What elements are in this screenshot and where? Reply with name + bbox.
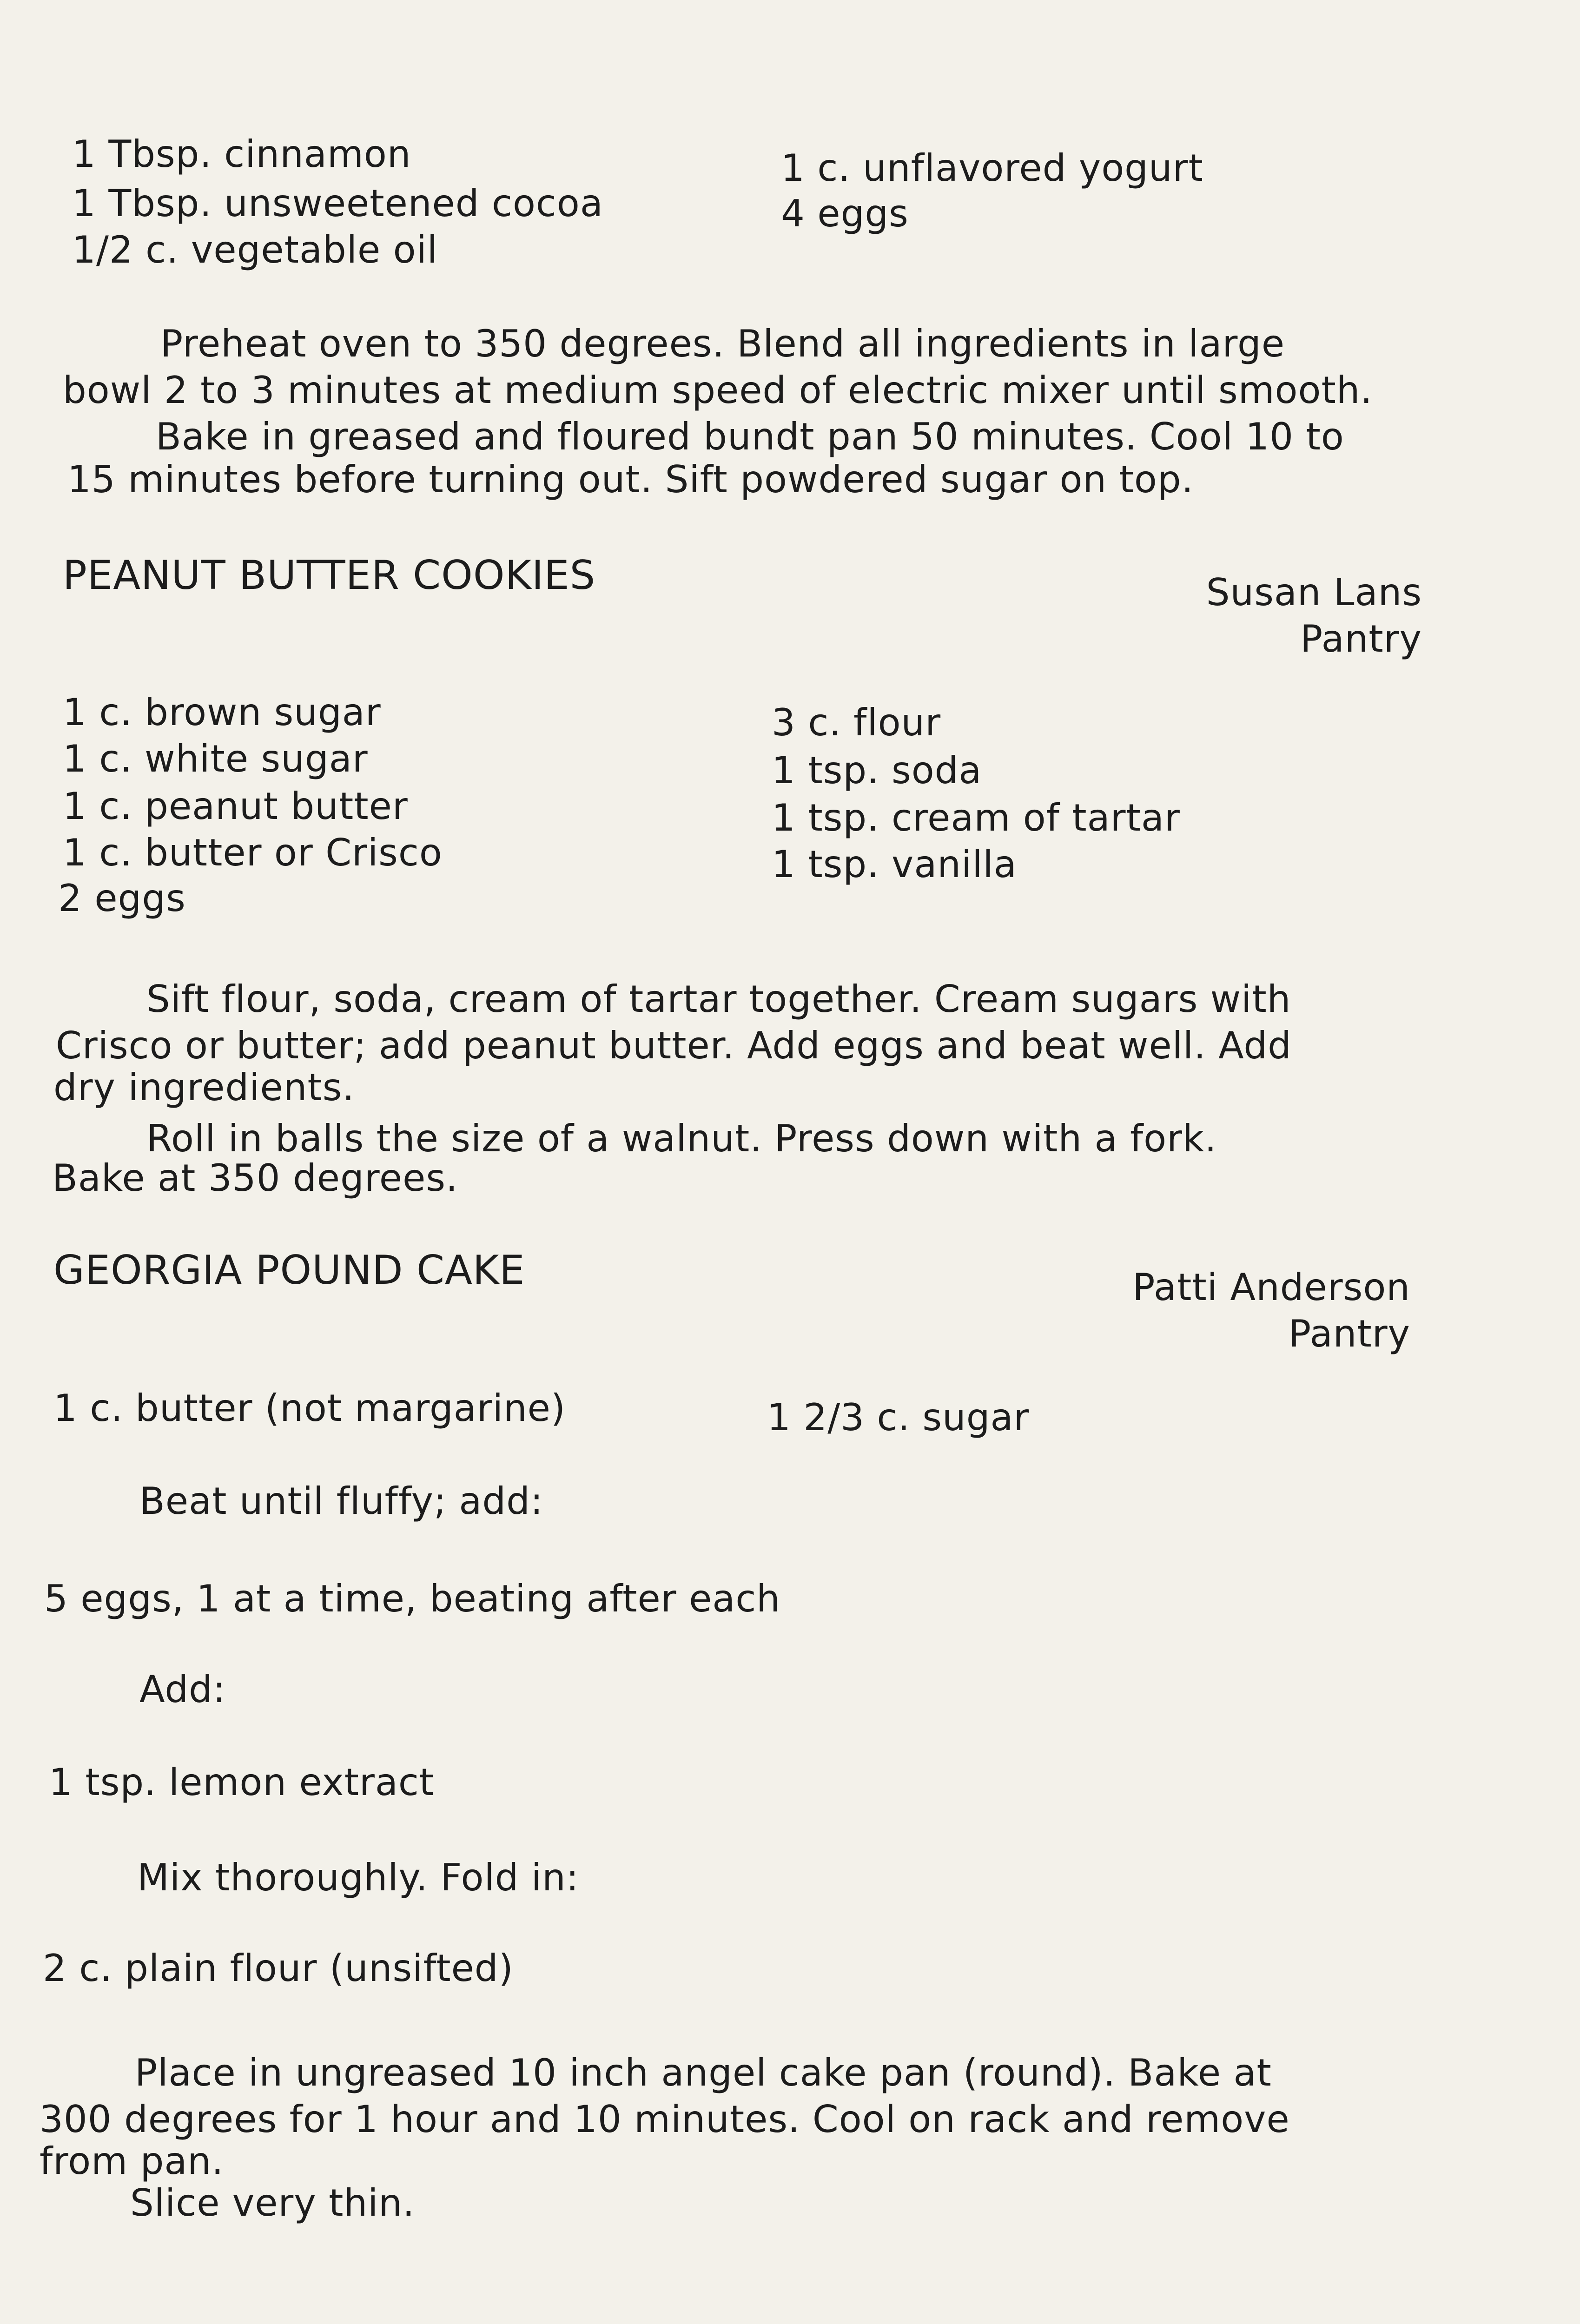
step-line: Mix thoroughly. Fold in: [137,1856,579,1899]
step-line: from pan. [40,2139,224,2183]
recipe-source: Pantry [1289,1312,1410,1355]
ingredient-line: 4 eggs [781,192,909,235]
step-line: 5 eggs, 1 at a time, beating after each [44,1577,780,1620]
step-line: 1 tsp. lemon extract [49,1761,435,1804]
ingredient-line: 1 c. brown sugar [63,691,381,734]
ingredient-line: 1 tsp. vanilla [772,843,1017,886]
direction-line: Preheat oven to 350 degrees. Blend all ingredients in large [160,322,1285,365]
direction-line: dry ingredients. [53,1066,355,1109]
direction-line: bowl 2 to 3 minutes at medium speed of electric mixer until smooth. [63,369,1373,412]
recipe-source: Pantry [1300,617,1422,660]
direction-line: Crisco or butter; add peanut butter. Add eggs and beat well. Add [56,1024,1292,1067]
ingredient-line: 3 c. flour [772,701,941,744]
ingredient-line: 1 tsp. soda [772,749,982,792]
recipe-author: Susan Lans [1206,571,1422,614]
step-line: 2 c. plain flour (unsifted) [43,1947,514,1990]
recipe-title: GEORGIA POUND CAKE [53,1247,525,1294]
ingredient-line: 1 c. butter or Crisco [63,831,443,874]
step-line: Beat until fluffy; add: [139,1479,543,1523]
direction-line: Bake in greased and floured bundt pan 50 minutes. Cool 10 to [156,415,1344,458]
step-line: 300 degrees for 1 hour and 10 minutes. Cool on rack and remove [40,2098,1290,2141]
ingredient-line: 1 2/3 c. sugar [767,1396,1030,1439]
step-line: Place in ungreased 10 inch angel cake pan (round). Bake at [135,2051,1272,2094]
ingredient-line: 1 tsp. cream of tartar [772,796,1180,839]
ingredient-line: 1 Tbsp. unsweetened cocoa [72,182,603,225]
direction-line: Bake at 350 degrees. [52,1156,458,1200]
ingredient-line: 1/2 c. vegetable oil [72,228,438,271]
recipe-author: Patti Anderson [1132,1266,1410,1309]
ingredient-line: 1 c. white sugar [63,737,368,780]
direction-line: Sift flour, soda, cream of tartar together. Cream sugars with [146,977,1291,1021]
direction-line: Roll in balls the size of a walnut. Press down with a fork. [146,1117,1217,1160]
ingredient-line: 1 c. butter (not margarine) [53,1386,566,1430]
ingredient-line: 1 c. unflavored yogurt [781,146,1203,190]
step-line: Add: [139,1668,226,1711]
ingredient-line: 1 c. peanut butter [63,785,408,828]
ingredient-line: 2 eggs [58,877,186,920]
step-line: Slice very thin. [130,2181,415,2225]
direction-line: 15 minutes before turning out. Sift powdered sugar on top. [67,458,1194,501]
recipe-title: PEANUT BUTTER COOKIES [63,552,596,599]
ingredient-line: 1 Tbsp. cinnamon [72,132,411,176]
